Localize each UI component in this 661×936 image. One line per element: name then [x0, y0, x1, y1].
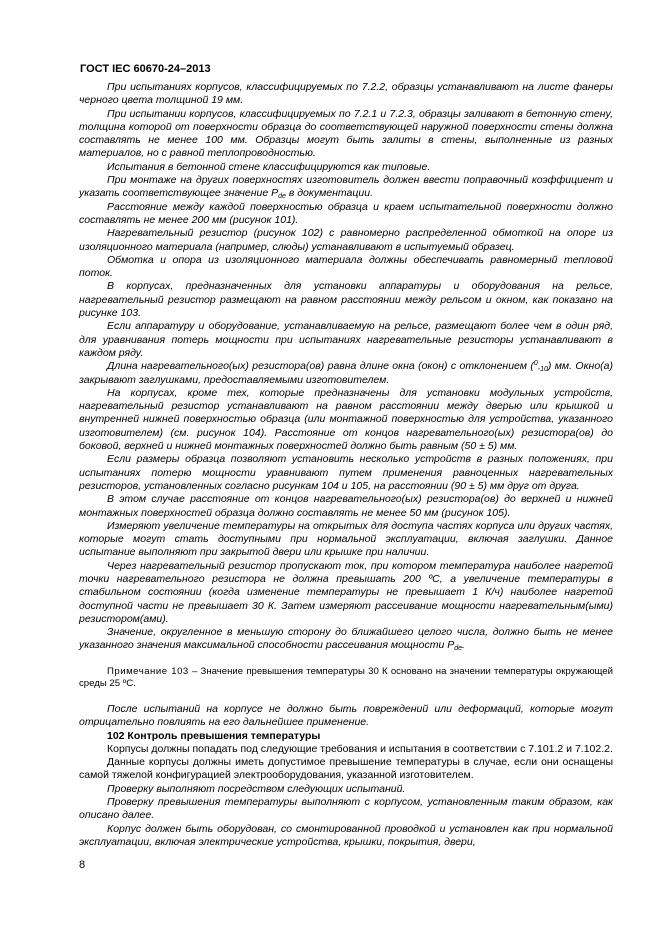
- text-run: .: [462, 639, 465, 652]
- paragraph: При испытании корпусов, классифицируемых по 7.2.1 и 7.2.3, образцы заливают в бетонную стену, толщина которой от поверхности образца до соответствующей наружной поверхности стены должна составлять не менее 100 мм. Образцы могут быть залиты в стены, выполненные из разных материалов, но с равной теплопроводностью.: [79, 107, 613, 160]
- paragraph: [79, 360, 613, 387]
- note-text: – Значение превышения температуры 30 К основано на значении температуры окружающей среды 25 ºС.: [79, 665, 613, 690]
- paragraph: Корпус должен быть оборудован, со смонтированной проводкой и установлен как при нормальной эксплуатации, включая электрические устройства, крышки, покрытия, двери,: [79, 822, 613, 848]
- paragraph: Проверку превышения температуры выполняют с корпусом, установленным таким образом, как описано далее.: [79, 796, 613, 822]
- subscript: -10: [537, 366, 548, 374]
- paragraph: При испытаниях корпусов, классифицируемых по 7.2.2, образцы устанавливают на листе фанеры черного цвета толщиной 19 мм.: [79, 81, 613, 107]
- paragraph: В этом случае расстояние от концов нагревательного(ых) резистора(ов) до верхней и нижней монтажных поверхностей образца должно составлять не менее 50 мм (рисунок 105).: [79, 493, 613, 519]
- paragraph: Обмотка и опора из изоляционного материала должны обеспечивать равномерный тепловой поток.: [79, 253, 613, 280]
- paragraph: Нагревательный резистор (рисунок 102) с равномерно распределенной обмоткой на опоре из изоляционного материала (например, слюды) устанавливают в испытуемый образец.: [79, 227, 613, 253]
- subscript: de: [454, 645, 463, 653]
- paragraph: [79, 174, 613, 201]
- text-run: ) мм. Окно(а) закрывают заглушками, предоставляемыми изготовителем.: [79, 360, 613, 386]
- section-heading: 102 Контроль превышения температуры: [107, 729, 321, 742]
- paragraph: На корпусах, кроме тех, которые предназначены для установки модульных устройств, нагревательный резистор устанавливают на равном расстоянии между дверью или крышкой и внутренней нижней поверхностью образца (или монтажной поверхностью для устройства, указанного изготовителем) (см. рисунок 104). Расстояние от концов нагревательного(ых) резистора(ов) до боковой, верхней и нижней монтажных поверхностей должно быть равным (50 ± 5) мм.: [79, 386, 613, 453]
- paragraph: После испытаний на корпусе не должно быть повреждений или деформаций, которые могут отрицательно повлиять на его дальнейшее применение.: [79, 702, 613, 729]
- paragraph: Если размеры образца позволяют установить несколько устройств в разных положениях, при испытаниях потерю мощности уравнивают путем применения равноценных нагревательных резисторов, установленных согласно рисункам 104 и 105, на расстоянии (90 ± 5) мм друг от друга.: [79, 453, 613, 492]
- text-run: Значение, округленное в меньшую сторону до ближайшего целого числа, должно быть не менее указанного значения максимальной способности рассеивания мощности P: [79, 626, 613, 652]
- superscript: 0: [533, 360, 538, 368]
- document-header: ГОСТ IEC 60670-24–2013: [80, 63, 211, 75]
- subscript: de: [278, 193, 286, 201]
- text-run: При монтаже на других поверхностях изготовитель должен ввести поправочный коэффициент и указать соответствующее значение P: [79, 174, 613, 200]
- paragraph: Данные корпусы должны иметь допустимое превышение температуры в случае, если они оснащены самой тяжелой конфигурацией электрооборудования, указанной изготовителем.: [79, 756, 613, 782]
- paragraph: Проверку выполняют посредством следующих испытаний.: [107, 782, 406, 795]
- paragraph: Расстояние между каждой поверхностью образца и краем испытательной поверхности должно составлять не менее 200 мм (рисунок 101).: [79, 200, 613, 226]
- note: [79, 666, 613, 691]
- paragraph: [79, 626, 613, 653]
- paragraph: Испытания в бетонной стене классифицируются как типовые.: [107, 160, 431, 173]
- paragraph: Измеряют увеличение температуры на открытых для доступа частях корпуса или других частях, которые могут стать доступными при нормальной эксплуатации, включая заглушки. Данное испытание выполняют при закрытой двери или крышке при наличии.: [79, 519, 613, 559]
- text-run: Длина нагревательного(ых) резистора(ов) равна длине окна (окон) с отклонением (: [107, 360, 534, 373]
- paragraph: Если аппаратуру и оборудование, устанавливаемую на рельсе, размещают более чем в один ряд, для уравнивания потерь мощности при испытаниях нагревательные резисторы устанавливают в каждом ряду.: [79, 320, 613, 359]
- page-number: 8: [79, 859, 86, 871]
- text-run: в документации.: [285, 187, 373, 200]
- note-label: Примечание 103: [107, 665, 189, 677]
- paragraph: Корпусы должны попадать под следующие требования и испытания в соответствии с 7.101.2 и 7.102.2.: [107, 742, 613, 755]
- document-body: [79, 81, 613, 849]
- paragraph: В корпусах, предназначенных для установки аппаратуры и оборудования на рельсе, нагревательный резистор размещают на равном расстоянии между рельсом и окном, как показано на рисунке 103.: [79, 280, 613, 320]
- paragraph: Через нагревательный резистор пропускают ток, при котором температура наиболее нагретой точки нагревательного резистора не должна превышать 200 ºС, а увеличение температуры в стабильном состоянии (когда изменение температуры не превышает 1 К/ч) наиболее нагретой доступной части не превышает 30 К. Затем измеряют рассеивание мощности нагревательным(ыми) резистором(ами).: [79, 559, 613, 625]
